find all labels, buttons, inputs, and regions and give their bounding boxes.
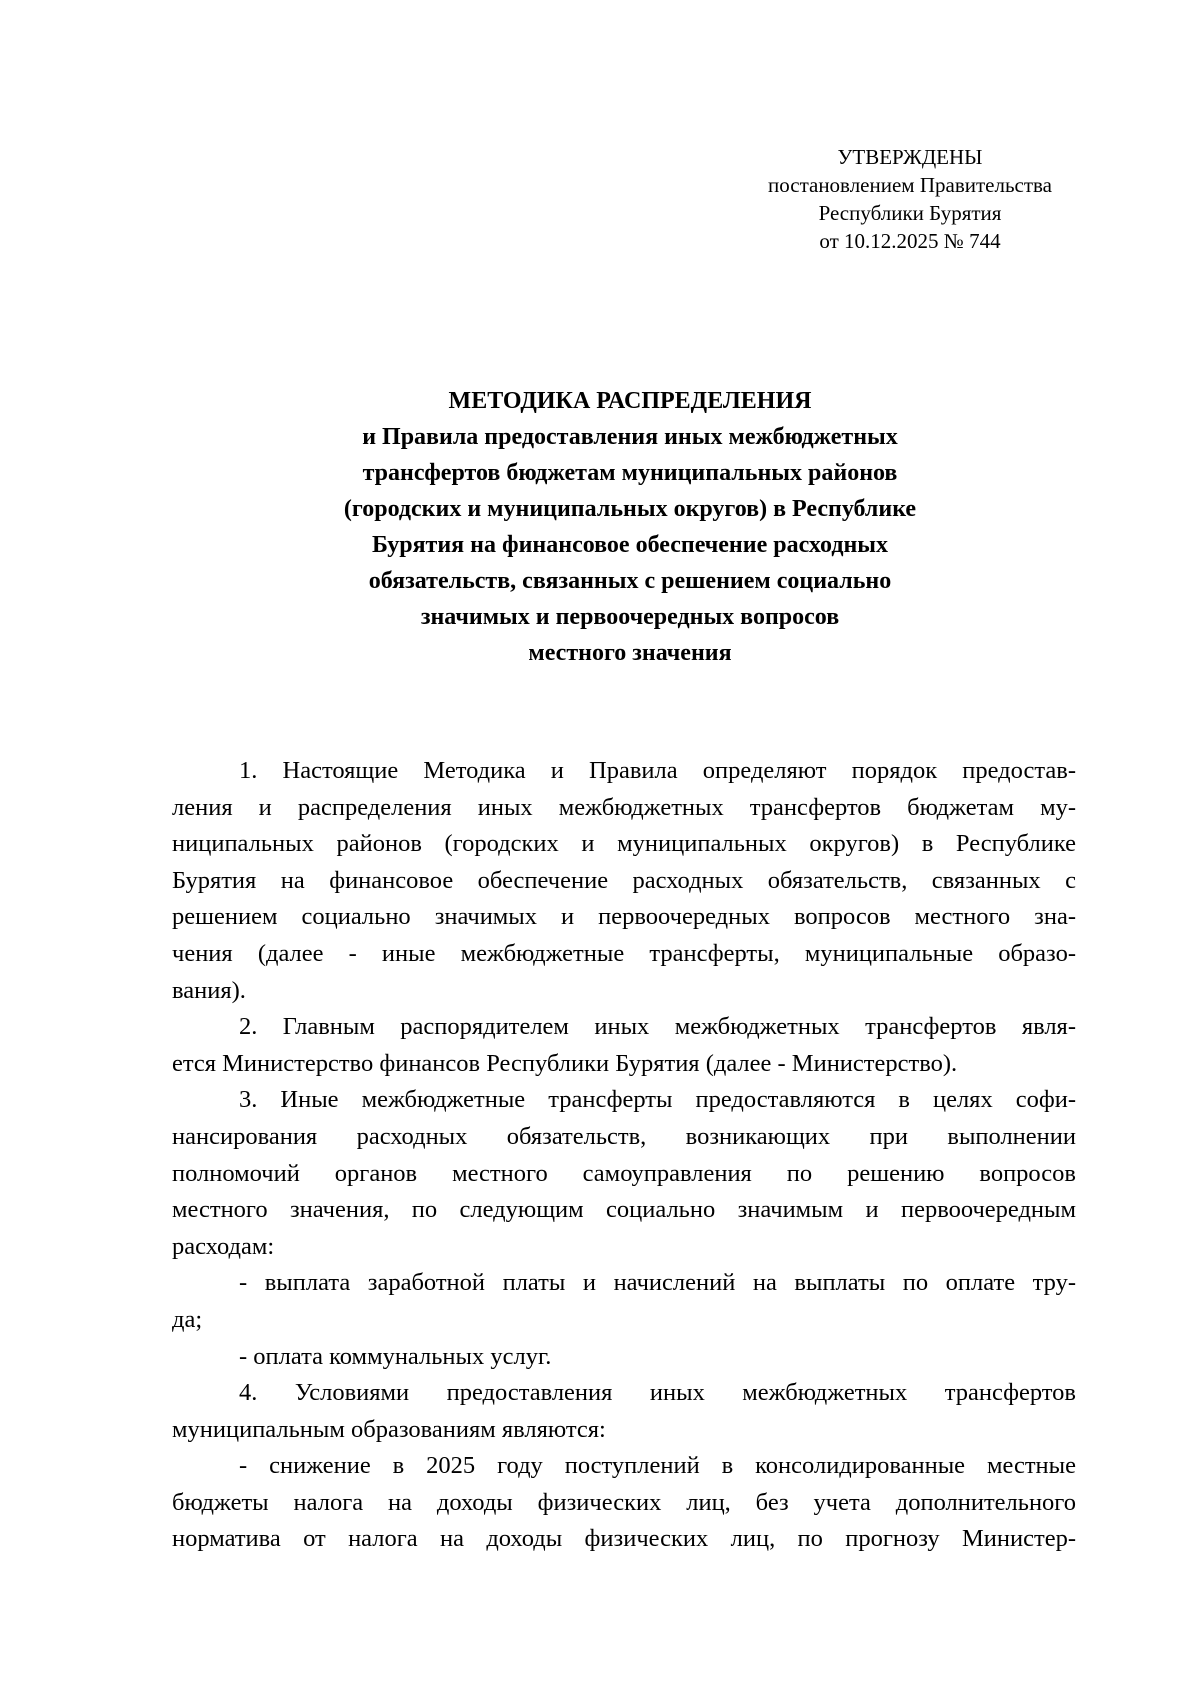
text-line: полномочий органов местного самоуправления по решению вопросов xyxy=(172,1159,1076,1187)
approval-date-number: от 10.12.2025 № 744 xyxy=(819,229,1001,253)
text-line: 4. Условиями предоставления иных межбюджетных трансфертов xyxy=(239,1379,1076,1407)
title-line: трансфертов бюджетам муниципальных районов xyxy=(362,460,898,486)
title-line: Бурятия на финансовое обеспечение расходных xyxy=(371,532,889,558)
title-line: обязательств, связанных с решением социально xyxy=(368,568,892,594)
paragraph-2 xyxy=(172,1009,1076,1082)
text-line: бюджеты налога на доходы физических лиц, без учета дополнительного xyxy=(172,1488,1076,1516)
paragraph-1 xyxy=(172,753,1076,1009)
document-body xyxy=(172,753,1076,1558)
text-line: - оплата коммунальных услуг. xyxy=(239,1342,552,1370)
text-line: - снижение в 2025 году поступлений в консолидированные местные xyxy=(239,1452,1076,1480)
approval-heading: УТВЕРЖДЕНЫ xyxy=(837,145,983,169)
list-item-income-tax xyxy=(172,1448,1076,1558)
paragraph-3 xyxy=(172,1082,1076,1265)
title-line: (городских и муниципальных округов) в Республике xyxy=(343,496,917,522)
list-item-utilities xyxy=(172,1339,1076,1376)
text-line: ется Министерство финансов Республики Бурятия (далее - Министерство). xyxy=(172,1049,958,1077)
text-line: 3. Иные межбюджетные трансферты предоставляются в целях софи- xyxy=(239,1086,1076,1114)
text-line: нансирования расходных обязательств, возникающих при выполнении xyxy=(172,1122,1076,1150)
title-line: значимых и первоочередных вопросов xyxy=(420,604,840,630)
text-line: 1. Настоящие Методика и Правила определяют порядок предостав- xyxy=(239,757,1076,784)
text-line: норматива от налога на доходы физических лиц, по прогнозу Министер- xyxy=(172,1525,1076,1553)
text-line: решением социально значимых и первоочередных вопросов местного зна- xyxy=(172,903,1076,931)
title-line: МЕТОДИКА РАСПРЕДЕЛЕНИЯ xyxy=(448,388,812,414)
text-line: местного значения, по следующим социально значимым и первоочередным xyxy=(172,1196,1076,1224)
approval-issuer: постановлением Правительства xyxy=(767,173,1052,197)
text-line: 2. Главным распорядителем иных межбюджетных трансфертов явля- xyxy=(239,1013,1076,1041)
title-line: и Правила предоставления иных межбюджетных xyxy=(362,424,898,450)
text-line: чения (далее - иные межбюджетные трансферты, муниципальные образо- xyxy=(172,939,1076,967)
text-line: вания). xyxy=(172,976,246,1004)
text-line: расходам: xyxy=(172,1232,275,1260)
approval-region: Республики Бурятия xyxy=(818,201,1002,225)
document-title xyxy=(160,383,1100,671)
paragraph-4 xyxy=(172,1375,1076,1448)
text-line: ления и распределения иных межбюджетных трансфертов бюджетам му- xyxy=(172,793,1076,821)
text-line: да; xyxy=(172,1305,203,1333)
text-line: ниципальных районов (городских и муниципальных округов) в Республике xyxy=(172,830,1076,858)
text-line: муниципальным образованиям являются: xyxy=(172,1415,606,1443)
text-line: - выплата заработной платы и начислений на выплаты по оплате тру- xyxy=(239,1269,1076,1297)
approval-stamp xyxy=(750,143,1070,255)
text-line: Бурятия на финансовое обеспечение расходных обязательств, связанных с xyxy=(172,866,1076,894)
list-item-wages xyxy=(172,1265,1076,1338)
title-line: местного значения xyxy=(528,640,732,666)
